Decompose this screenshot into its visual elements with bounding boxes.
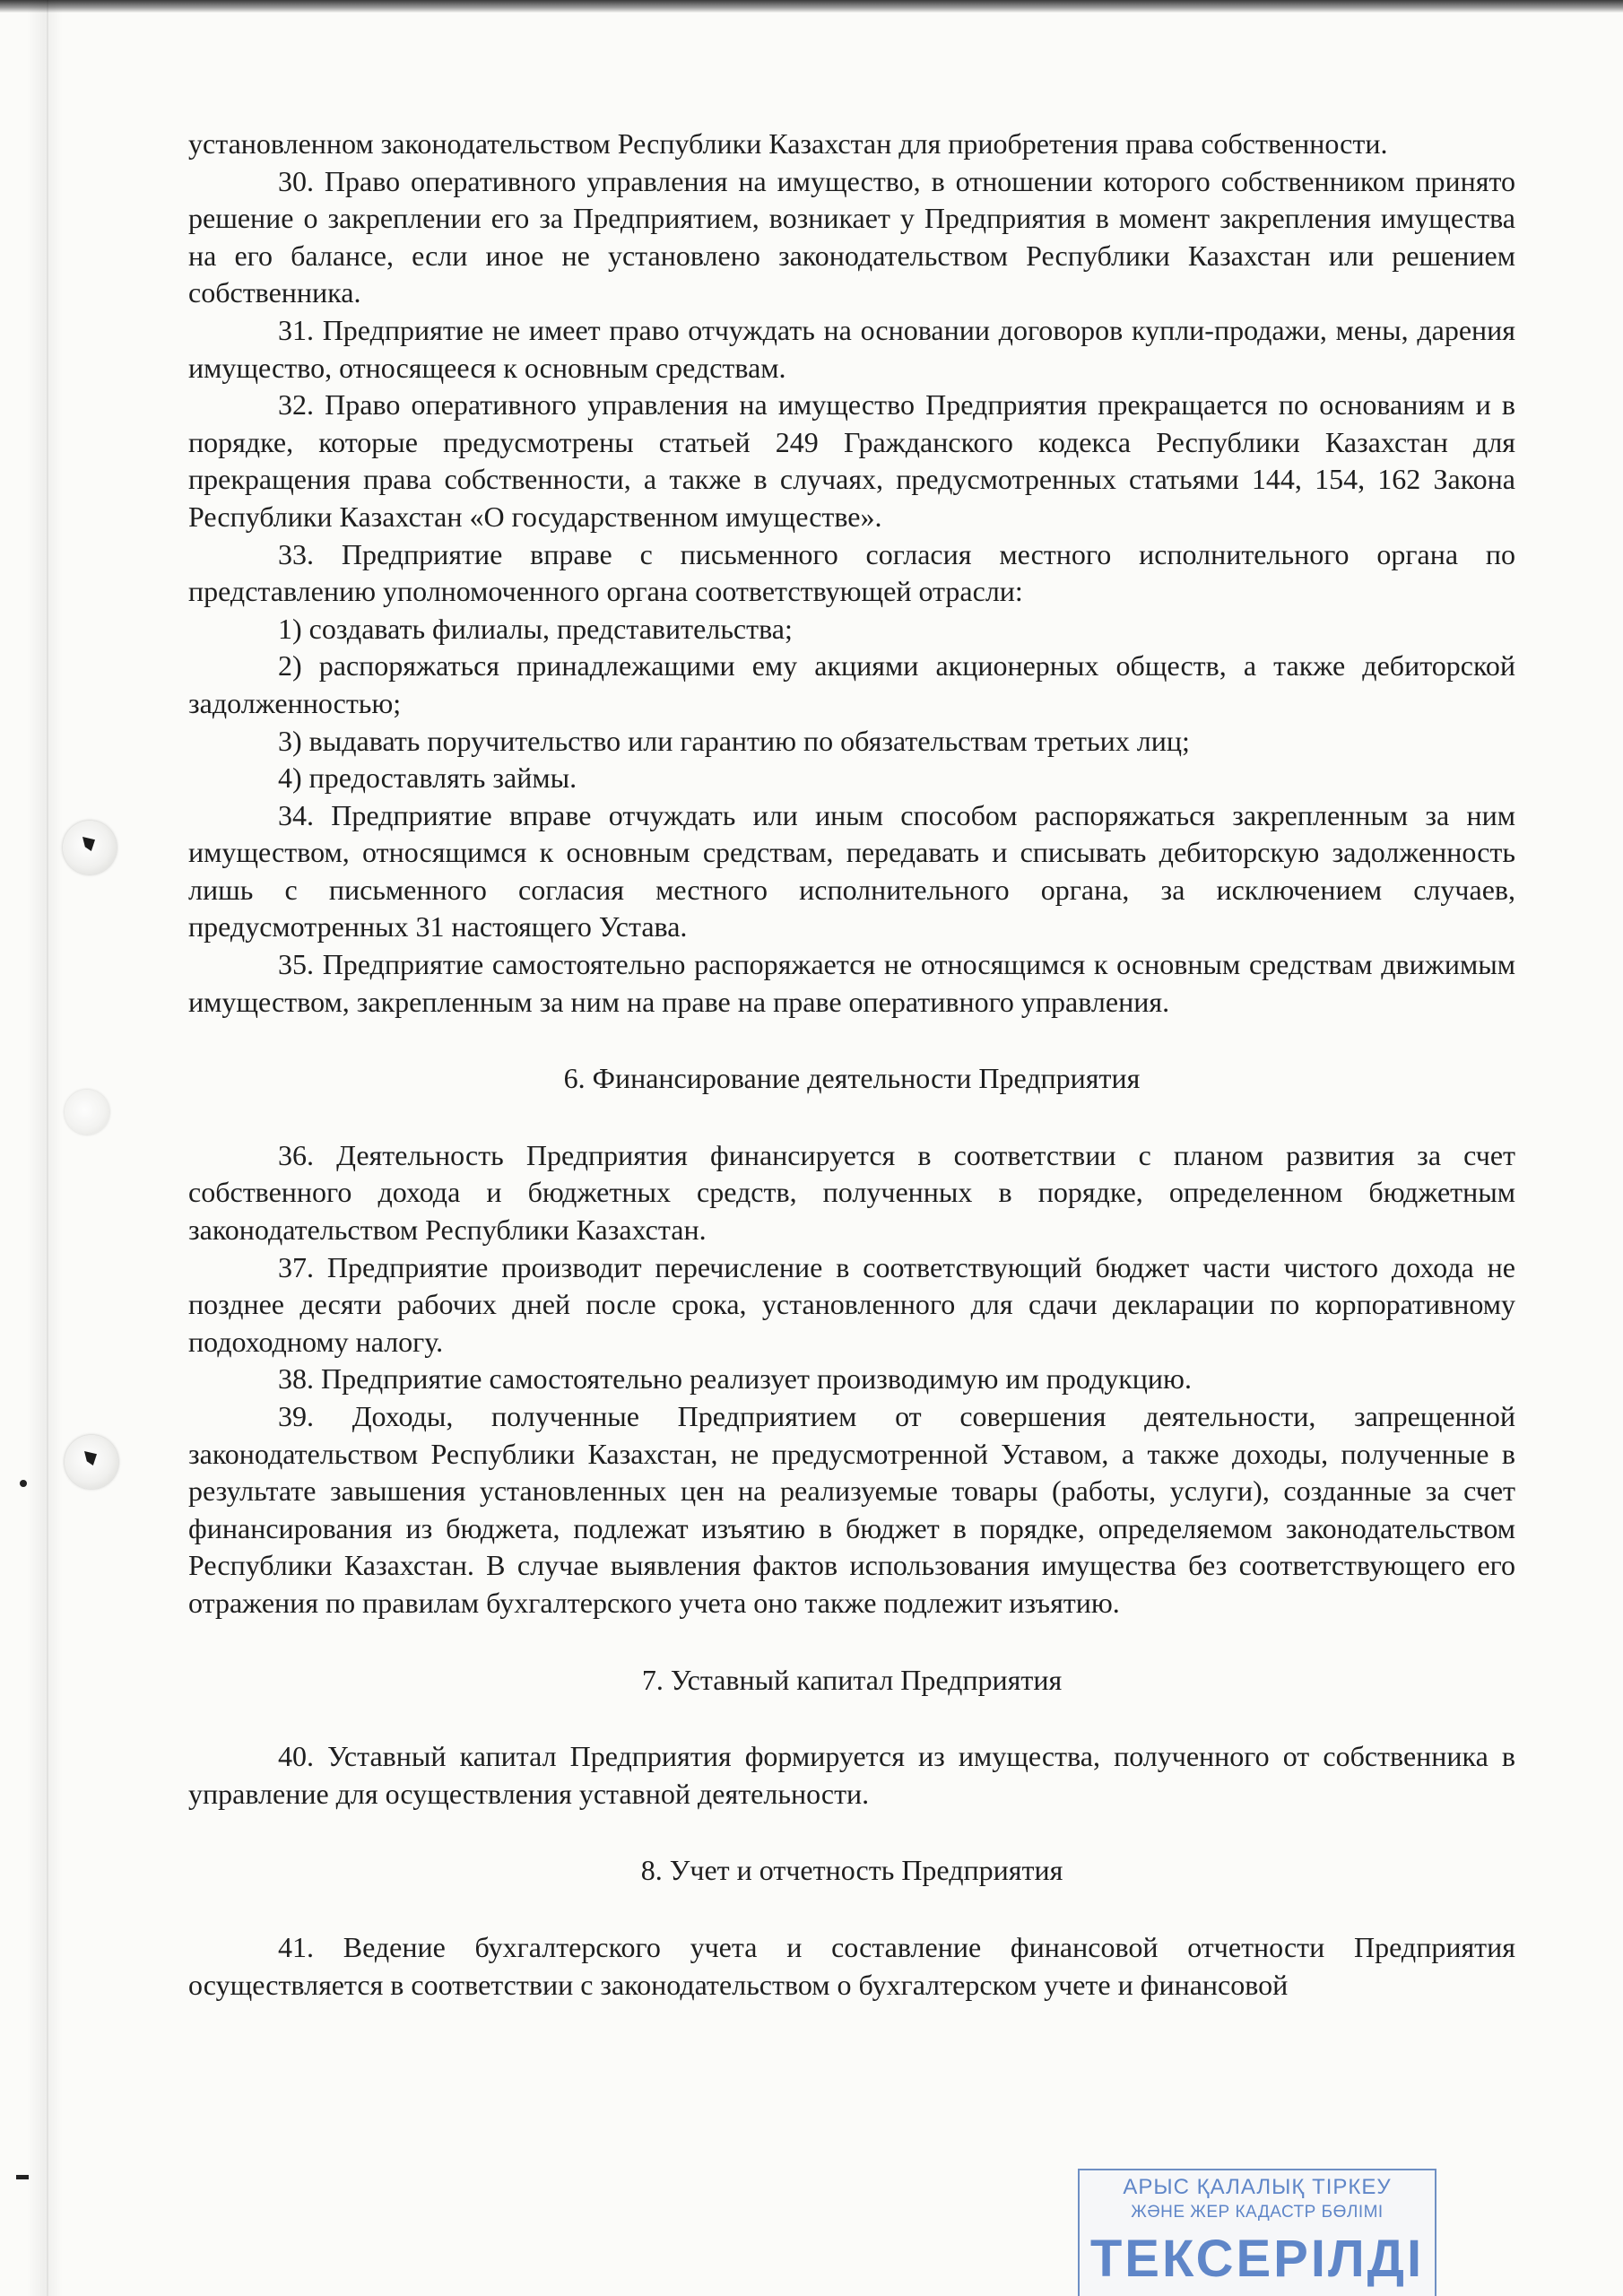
section-7-heading: 7. Уставный капитал Предприятия	[641, 1663, 1063, 1696]
document-body	[188, 126, 1515, 2004]
scan-speck-dash	[16, 2175, 29, 2179]
paragraph-33-item-3: 3) выдавать поручительство или гарантию по обязательствам третьих лиц;	[278, 724, 1190, 757]
paragraph-41: 41. Ведение бухгалтерского учета и составление финансовой отчетности Предприятия осуществляется в соответствии с законодательством о бухгалтерском учете и финансовой	[188, 1930, 1515, 2001]
paragraph-37: 37. Предприятие производит перечисление в соответствующий бюджет части чистого дохода не позднее десяти рабочих дней после срока, установленного для сдачи декларации по корпоративному подоходному налогу.	[188, 1250, 1515, 1358]
paragraph-33-item-1: 1) создавать филиалы, представительства;	[278, 612, 793, 645]
binding-shadow	[27, 0, 63, 2296]
paragraph-33: 33. Предприятие вправе с письменного согласия местного исполнительного органа по представлению уполномоченного органа соответствующей отрасли:	[188, 537, 1515, 608]
punch-hole-bottom	[65, 1435, 118, 1489]
paragraph-35: 35. Предприятие самостоятельно распоряжается не относящимся к основным средствам движимым имуществом, закрепленным за ним на праве на праве оперативного управления.	[188, 948, 1515, 1018]
punch-hole-middle	[65, 1090, 109, 1135]
paragraph-36: 36. Деятельность Предприятия финансируется в соответствии с планом развития за счет собственного дохода и бюджетных средств, полученных в порядке, определенном бюджетным законодательством Республики Казахстан.	[188, 1138, 1515, 1247]
stamp-line-2: ЖӘНЕ ЖЕР КАДАСТР БӨЛІМІ	[1131, 2203, 1384, 2222]
scan-top-edge	[0, 0, 1623, 13]
paragraph-continuation: установленном законодательством Республики Казахстан для приобретения права собственности.	[188, 127, 1388, 160]
scan-speck	[20, 1480, 27, 1487]
paragraph-38: 38. Предприятие самостоятельно реализует производимую им продукцию.	[278, 1362, 1192, 1396]
paragraph-33-item-2: 2) распоряжаться принадлежащими ему акциями акционерных обществ, а также дебиторской задолженностью;	[188, 649, 1515, 719]
paragraph-33-item-4: 4) предоставлять займы.	[278, 761, 577, 795]
punch-hole-top	[63, 821, 117, 874]
paragraph-39: 39. Доходы, полученные Предприятием от совершения деятельности, запрещенной законодательством Республики Казахстан, не предусмотренной Уставом, а также доходы, полученные в результате завышения установленных цен на реализуемые товары (работы, услуги), созданные за счет финансирования из бюджета, подлежат изъятию в бюджет в порядке, определяемом законодательством Республики Казахстан. В случае выявления фактов использования имущества без соответствующего его отражения по правилам бухгалтерского учета оно также подлежит изъятию.	[188, 1400, 1515, 1619]
paragraph-30: 30. Право оперативного управления на имущество, в отношении которого собственником принято решение о закреплении его за Предприятием, возникает у Предприятия в момент закрепления имущества на его балансе, если иное не установлено законодательством Республики Казахстан или решением собственника.	[188, 164, 1515, 309]
paragraph-32: 32. Право оперативного управления на имущество Предприятия прекращается по основаниям и в порядке, которые предусмотрены статьей 249 Гражданского кодекса Республики Казахстан для прекращения права собственности, а также в случаях, предусмотренных статьями 144, 154, 162 Закона Республики Казахстан «О государственном имуществе».	[188, 388, 1515, 533]
registration-stamp	[1078, 2169, 1436, 2296]
paragraph-40: 40. Уставный капитал Предприятия формируется из имущества, полученного от собственника в управление для осуществления уставной деятельности.	[188, 1740, 1515, 1810]
section-6-heading: 6. Финансирование деятельности Предприятия	[563, 1062, 1141, 1095]
page-fold-line	[47, 0, 48, 2296]
stamp-line-1: АРЫС ҚАЛАЛЫҚ ТІРКЕУ	[1123, 2175, 1392, 2199]
paragraph-31: 31. Предприятие не имеет право отчуждать на основании договоров купли-продажи, мены, дарения имущество, относящееся к основным средствам.	[188, 313, 1515, 384]
stamp-line-3: ТЕКСЕРІЛДІ	[1089, 2230, 1425, 2288]
paragraph-34: 34. Предприятие вправе отчуждать или иным способом распоряжаться закрепленным за ним имуществом, относящимся к основным средствам, передавать и списывать дебиторскую задолженность лишь с письменного согласия местного исполнительного органа, за исключением случаев, предусмотренных 31 настоящего Устава.	[188, 798, 1515, 944]
section-8-heading: 8. Учет и отчетность Предприятия	[640, 1854, 1063, 1887]
